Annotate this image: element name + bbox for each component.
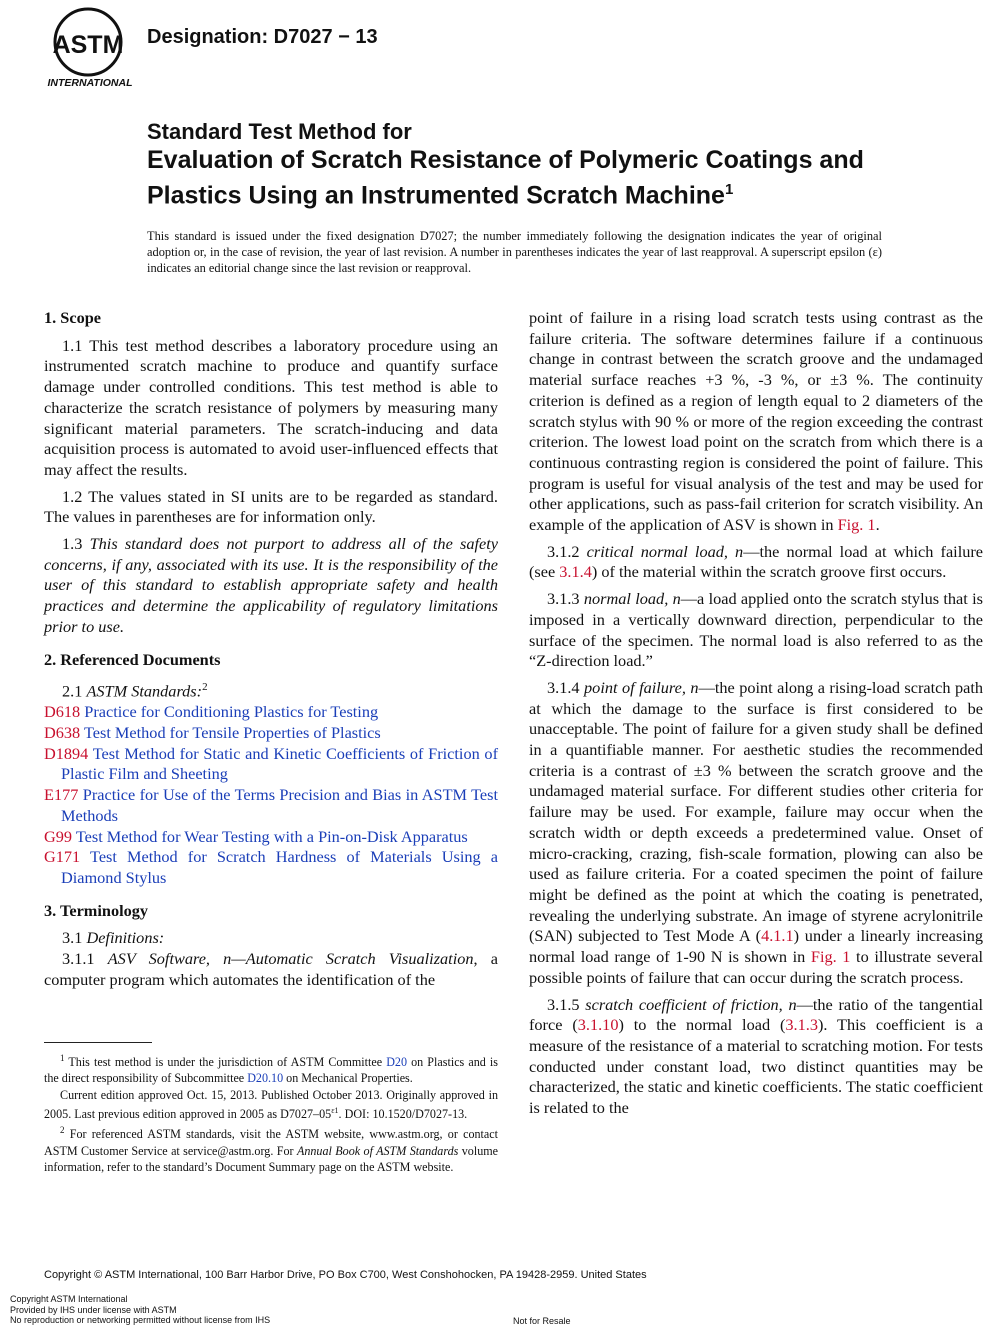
para-1-3-text: This standard does not purport to address all of the safety concerns, if any, associated with its use. It is the responsibility of the user of this standard to establish appropriate safety and health practices and determine the applicability of regulatory limitations prior to use.	[44, 534, 498, 636]
para-1-1: 1.1 This test method describes a laboratory procedure using an instrumented scratch machine to produce and quantify surface damage under controlled conditions. This test method is able to characterize the scratch resistance of polymers by measuring many significant material parameters. The scratch-inducing and data acquisition process is automated to avoid user-influenced effects that may affect the results.	[44, 335, 498, 479]
ref-title-link[interactable]: Test Method for Scratch Hardness of Materials Using a Diamond Stylus	[61, 847, 499, 887]
para-3-1-1	[44, 949, 498, 990]
para-3-1-5-text-a: —the ratio of the tangential force (	[529, 994, 984, 1035]
footnote-1-edition-a: Current edition approved Oct. 15, 2013. Published October 2013. Originally approved in 2005. Last previous edition approved in 2005 as D7027–05	[44, 1087, 498, 1121]
title-main	[147, 146, 947, 210]
footnote-link-d20-10[interactable]: D20.10	[247, 1071, 284, 1086]
para-3-1-5-num: 3.1.5	[547, 994, 580, 1014]
para-3-1-4-text-b: ) under a linearly increasing normal load range of 1-90 N is shown in	[529, 926, 983, 967]
para-3-1-3-text: —a load applied onto the scratch stylus that is imposed in a vertically downward direction, perpendicular to the surface of the specimen. The normal load is also referred to as the “Z-direction load.”	[529, 589, 983, 671]
license-line: Provided by IHS under license with ASTM	[10, 1304, 177, 1315]
term-critical-normal-load: critical normal load, n	[586, 541, 744, 561]
para-3-1-5-text-c: ). This coefficient is a measure of the resistance of a material to scratching motion. For tests conducted under constant load, two distinct quantities may be characterized, the static and kinetic coefficients. The static coefficient is related to the	[529, 1015, 983, 1118]
document-title	[147, 118, 947, 210]
para-3-1-2-num: 3.1.2	[547, 541, 580, 561]
logo-letters: ASTM	[52, 31, 124, 59]
ref-item[interactable]	[44, 744, 498, 785]
title-line-1: Standard Test Method for	[147, 119, 412, 144]
ref-title-link[interactable]: Test Method for Static and Kinetic Coefficients of Friction of Plastic Film and Sheeting	[61, 743, 498, 784]
ref-code-link[interactable]: D618	[44, 702, 81, 722]
para-3-1-1-text: , a computer program which automates the identification of the	[44, 949, 498, 989]
title-line-2: Evaluation of Scratch Resistance of Polymeric Coatings and	[147, 146, 864, 174]
refs-sub-label: ASTM Standards:	[86, 681, 203, 701]
terminology-sub-label: Definitions:	[86, 928, 165, 948]
ref-code-link[interactable]: E177	[44, 785, 79, 805]
heading-scope: 1. Scope	[44, 308, 101, 327]
para-3-1-1-continued	[529, 308, 983, 536]
ref-title-link[interactable]: Practice for Conditioning Plastics for Testing	[84, 702, 379, 722]
title-line-3: Plastics Using an Instrumented Scratch Machine	[147, 181, 725, 210]
footnote-1-text-b: on Plastics and is the direct responsibility of Subcommittee	[44, 1055, 498, 1086]
term-asv-software: ASV Software, n—Automatic Scratch Visualization	[107, 949, 474, 969]
right-column	[529, 308, 983, 1125]
para-3-1-3-num: 3.1.3	[547, 589, 580, 609]
astm-logo	[44, 6, 138, 90]
license-notice	[10, 1294, 270, 1326]
ref-code-link[interactable]: G171	[44, 847, 81, 867]
footnote-1-text-c: on Mechanical Properties.	[283, 1071, 413, 1086]
para-3-1-4-num: 3.1.4	[547, 677, 580, 697]
heading-referenced-documents: 2. Referenced Documents	[44, 649, 221, 669]
ref-code-link[interactable]: D638	[44, 723, 81, 743]
term-point-of-failure: point of failure, n	[584, 677, 699, 697]
ref-title-link[interactable]: Test Method for Wear Testing with a Pin-on-Disk Apparatus	[75, 826, 468, 846]
ref-title-link[interactable]: Practice for Use of the Terms Precision and Bias in ASTM Test Methods	[61, 785, 498, 825]
para-1-3	[44, 534, 498, 638]
ref-item[interactable]	[44, 847, 498, 888]
refs-sub-num: 2.1	[62, 681, 83, 701]
footnote-1-edition-b: . DOI: 10.1520/D7027-13.	[338, 1106, 468, 1121]
terminology-sub-num: 3.1	[62, 928, 83, 948]
link-4-1-1[interactable]: 4.1.1	[761, 926, 794, 946]
ref-item[interactable]	[44, 785, 498, 826]
footnote-link-d20[interactable]: D20	[386, 1055, 408, 1070]
refs-subheading	[44, 677, 498, 702]
term-scratch-coefficient-of-friction: scratch coefficient of friction, n	[585, 994, 797, 1014]
ref-code-link[interactable]: G99	[44, 826, 73, 846]
link-3-1-4[interactable]: 3.1.4	[559, 562, 592, 582]
copyright-line: Copyright © ASTM International, 100 Barr Harbor Drive, PO Box C700, West Conshohocken, PA 19428-2959. United States	[44, 1269, 647, 1281]
link-fig-1[interactable]: Fig. 1	[810, 947, 851, 967]
link-3-1-3[interactable]: 3.1.3	[785, 1015, 818, 1035]
heading-terminology: 3. Terminology	[44, 900, 149, 920]
footnote-1-edition	[44, 1087, 498, 1123]
footnote-2-mark: 2	[60, 1125, 65, 1136]
designation: Designation: D7027 − 13	[147, 26, 378, 48]
term-normal-load: normal load, n	[583, 589, 681, 609]
link-fig-1[interactable]: Fig. 1	[837, 515, 876, 535]
para-3-1-4	[529, 678, 983, 989]
para-3-1-1-num: 3.1.1	[62, 949, 95, 969]
ref-item[interactable]	[44, 827, 498, 848]
left-column	[44, 308, 498, 997]
license-line: No reproduction or networking permitted without license from IHS	[10, 1315, 271, 1325]
footnote-2	[44, 1122, 498, 1175]
ref-item[interactable]	[44, 702, 498, 723]
footnote-rule	[44, 1042, 152, 1043]
ref-title-link[interactable]: Test Method for Tensile Properties of Plastics	[83, 723, 381, 743]
footnote-2-text-b: volume information, refer to the standard’s Document Summary page on the ASTM website.	[44, 1143, 499, 1174]
footnote-2-text-a: For referenced ASTM standards, visit the ASTM website, www.astm.org, or contact ASTM Customer Service at service@astm.org. For	[44, 1127, 498, 1158]
link-3-1-10[interactable]: 3.1.10	[577, 1015, 619, 1035]
para-1-2: 1.2 The values stated in SI units are to be regarded as standard. The values in parentheses are for information only.	[44, 486, 498, 527]
para-3-1-1-end: .	[875, 515, 880, 535]
logo-word: INTERNATIONAL	[47, 77, 133, 89]
license-line: Copyright ASTM International	[10, 1294, 128, 1304]
para-3-1-1-cont-text: point of failure in a rising load scratch tests using contrast as the failure criteria. The software determines failure if a continuous change in contrast between the scratch groove and the undamaged material surface reaches +3 %, -3 %, or ±3 %. The continuity criterion is defined as a region of length equal to 2 diameters of the scratch stylus with 90 % or more of the region exceeding the contrast criterion. The lowest load point on the scratch from which there is a continuous contrasting region is considered the point of failure. This program is useful for visual analysis of the test and may be used for other applications, such as pass-fail criterion for scratch visibility. An example of the application of ASV is shown in	[529, 308, 983, 535]
intro-note: This standard is issued under the fixed designation D7027; the number immediately following the designation indicates the year of original adoption or, in the case of revision, the year of last revision. A number in parentheses indicates the year of last reapproval. A superscript epsilon (ε) indicates an editorial change since the last revision or reapproval.	[147, 229, 882, 275]
footnotes	[44, 1050, 498, 1175]
para-3-1-2-text-a: —the normal load at which failure (see	[529, 541, 984, 582]
ref-code-link[interactable]: D1894	[44, 743, 89, 763]
para-3-1-3	[529, 589, 983, 672]
para-1-3-num: 1.3	[62, 534, 83, 554]
para-3-1-4-text-c: to illustrate several possible points of failure that can occur during the scratch process.	[529, 947, 983, 987]
para-3-1-2	[529, 542, 983, 583]
terminology-subheading	[44, 928, 498, 949]
para-3-1-5-text-b: ) to the normal load (	[618, 1015, 786, 1035]
footnote-1-mark: 1	[60, 1053, 65, 1063]
footnote-1-text-a: This test method is under the jurisdiction of ASTM Committee	[68, 1055, 387, 1070]
footnote-1	[44, 1050, 498, 1087]
para-3-1-5	[529, 995, 983, 1119]
not-for-resale: Not for Resale	[513, 1316, 571, 1326]
footnote-1-epsilon: ε1	[331, 1105, 339, 1115]
refs-sub-mark: 2	[202, 681, 208, 694]
title-footnote-mark: 1	[724, 181, 734, 198]
ref-item[interactable]	[44, 723, 498, 744]
para-3-1-4-text-a: —the point along a rising-load scratch path at which the damage to the surface is first considered to be unacceptable. The point of failure for a given study shall be defined in a quantifiable manner. For aesthetic studies the recommended criteria is a contrast of ±3 % between the scratch groove and the undamaged material surface. For different studies other criteria for failure may be used. For example, failure may occur when the scratch width or depth exceeds a predetermined value. Onset of micro-cracking, crazing, fish-scale formation, plowing can also be used as failure criteria. For a coated specimen the point of failure might be defined as the point at which the coating is penetrated, revealing the underlying substrate. An image of styrene acrylonitrile (SAN) subjected to Test Mode A (	[529, 677, 984, 946]
para-3-1-2-text-b: ) of the material within the scratch groove first occurs.	[591, 562, 947, 582]
footnote-2-italic: Annual Book of ASTM Standards	[296, 1143, 459, 1158]
